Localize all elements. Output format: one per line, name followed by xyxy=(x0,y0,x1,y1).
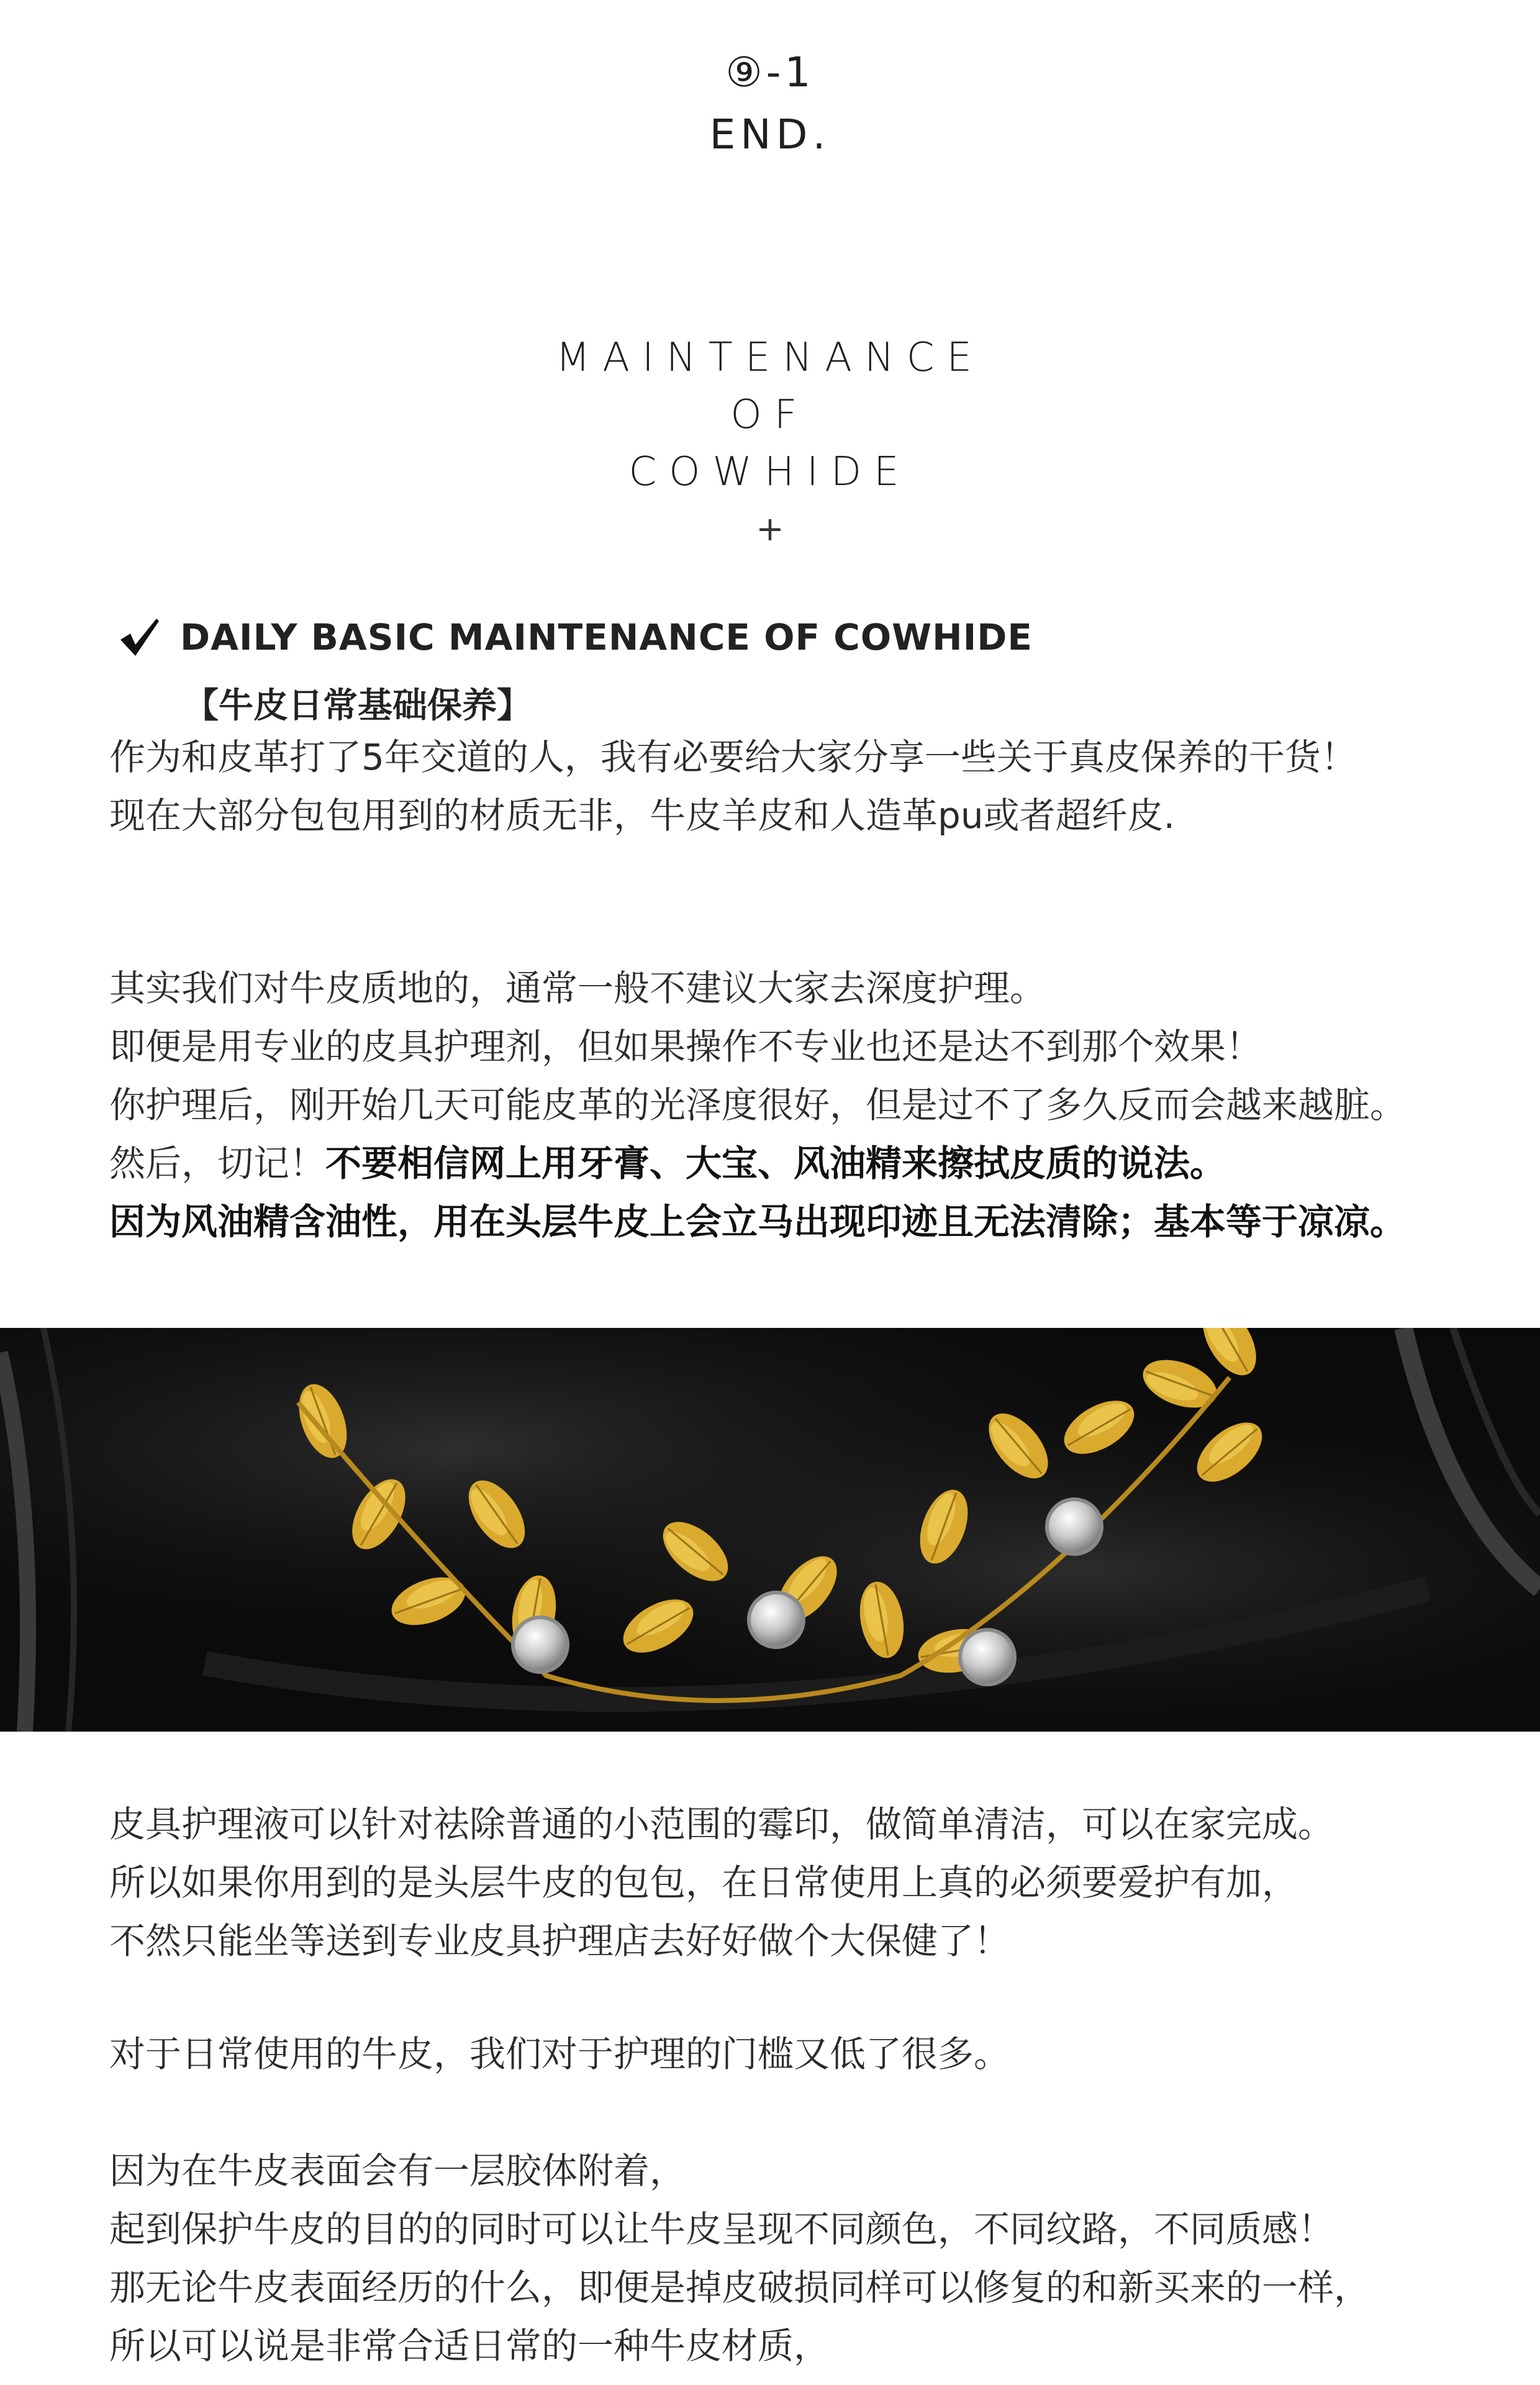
leather-photo-illustration xyxy=(0,1328,1540,1732)
daily-paragraph xyxy=(109,2025,1500,2083)
coating-paragraph xyxy=(109,2142,1500,2375)
end-label: END. xyxy=(709,111,831,158)
advice-line-2: 即便是用专业的皮具护理剂，但如果操作不专业也还是达不到那个效果！ xyxy=(109,1025,1262,1068)
care-line-1: 皮具护理液可以针对祛除普通的小范围的霉印，做简单清洁，可以在家完成。 xyxy=(109,1803,1334,1845)
page-title xyxy=(0,329,1540,501)
coating-line-4: 所以可以说是非常合适日常的一种牛皮材质， xyxy=(109,2325,830,2367)
coating-line-2: 起到保护牛皮的目的的同时可以让牛皮呈现不同颜色，不同纹路，不同质感！ xyxy=(109,2208,1334,2250)
coating-line-3: 那无论牛皮表面经历的什么，即便是掉皮破损同样可以修复的和新买来的一样， xyxy=(109,2266,1370,2309)
daily-line-1: 对于日常使用的牛皮，我们对于护理的门槛又低了很多。 xyxy=(109,2033,1010,2075)
care-paragraph xyxy=(109,1795,1500,1970)
title-line-2: OF xyxy=(730,392,810,438)
care-line-2: 所以如果你用到的是头层牛皮的包包，在日常使用上真的必须要爱护有加， xyxy=(109,1861,1298,1904)
embroidered-leather-bag-photo xyxy=(0,1328,1540,1732)
title-line-3: COWHIDE xyxy=(628,449,912,495)
intro-paragraph xyxy=(109,728,1500,845)
intro-line-1: 作为和皮革打了5年交道的人，我有必要给大家分享一些关于真皮保养的干货！ xyxy=(109,736,1357,778)
plus-divider: + xyxy=(756,509,784,548)
advice-line-3: 你护理后，刚开始几天可能皮革的光泽度很好，但是过不了多久反而会越来越脏。 xyxy=(109,1084,1406,1126)
advice-line-1: 其实我们对牛皮质地的，通常一般不建议大家去深度护理。 xyxy=(109,967,1046,1009)
advice-line-4 xyxy=(109,1134,1500,1192)
coating-line-1: 因为在牛皮表面会有一层胶体附着， xyxy=(109,2150,686,2192)
advice-paragraph xyxy=(109,959,1500,1251)
page-number: ⑨-1 xyxy=(725,48,815,96)
intro-line-2: 现在大部分包包用到的材质无非，牛皮羊皮和人造革pu或者超纤皮. xyxy=(109,794,1175,837)
advice-line-4-warning: 不要相信网上用牙膏、大宝、风油精来擦拭皮质的说法。 xyxy=(325,1142,1226,1184)
section-title: DAILY BASIC MAINTENANCE OF COWHIDE xyxy=(180,616,1033,658)
advice-line-4-prefix: 然后，切记！ xyxy=(109,1142,326,1184)
check-icon xyxy=(117,615,161,660)
section-subtitle: 【牛皮日常基础保养】 xyxy=(184,686,532,726)
section-heading xyxy=(117,615,1033,660)
advice-line-5-warning: 因为风油精含油性，用在头层牛皮上会立马出现印迹且无法清除；基本等于凉凉。 xyxy=(109,1201,1406,1243)
title-line-1: MAINTENANCE xyxy=(556,335,984,381)
care-line-3: 不然只能坐等送到专业皮具护理店去好好做个大保健了！ xyxy=(109,1920,1010,1962)
